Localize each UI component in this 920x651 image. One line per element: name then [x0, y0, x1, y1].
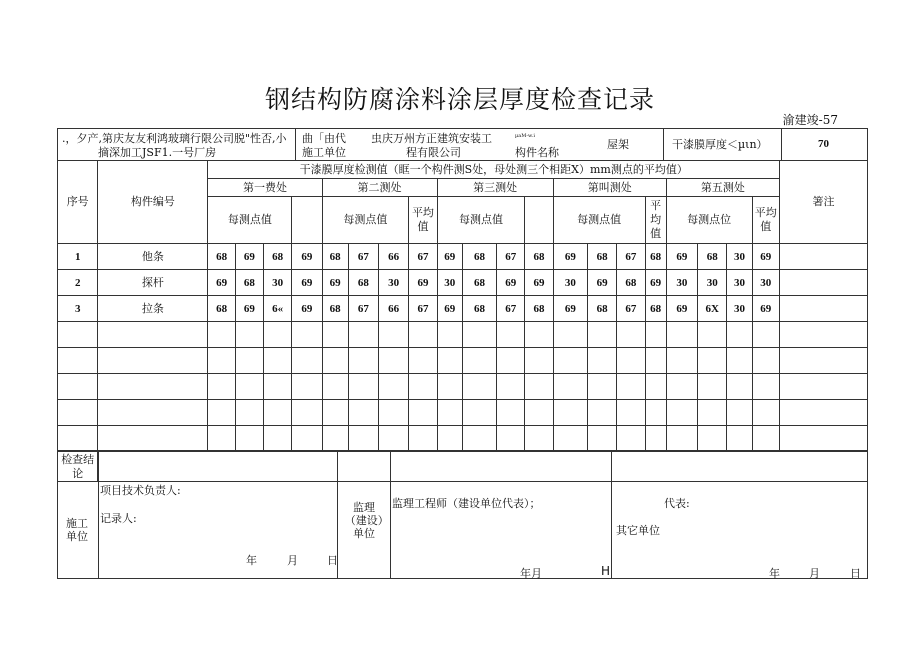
- row-value-cell: [666, 374, 697, 400]
- row-value-cell: 69: [588, 270, 617, 296]
- row-value-cell: [752, 374, 779, 400]
- table-row: [58, 374, 868, 400]
- row-value-cell: 69: [292, 244, 322, 270]
- avg-header-2: 平均值: [409, 197, 437, 244]
- point-values-header-4: 每测点值: [553, 197, 645, 244]
- row-value-cell: [379, 348, 409, 374]
- measurement-table: [57, 160, 868, 482]
- signature-block: [57, 450, 868, 579]
- other-unit-label: 其它单位: [616, 524, 660, 537]
- row-value-cell: 68: [235, 270, 263, 296]
- row-value-cell: [263, 322, 291, 348]
- row-value-cell: [409, 374, 437, 400]
- row-value-cell: [379, 322, 409, 348]
- table-row: [58, 426, 868, 452]
- row-value-cell: 68: [462, 244, 496, 270]
- row-value-cell: [348, 400, 378, 426]
- table-row: [58, 244, 868, 270]
- point-values-header-5: 每测点位: [666, 197, 752, 244]
- h-mark: H: [601, 564, 611, 578]
- row-value-cell: [409, 322, 437, 348]
- row-value-cell: 69: [553, 244, 587, 270]
- avg-header-5: 平均值: [752, 197, 779, 244]
- row-value-cell: 68: [588, 296, 617, 322]
- row-value-cell: [292, 322, 322, 348]
- recorder: 记录人:: [100, 512, 137, 525]
- row-value-cell: 6«: [263, 296, 291, 322]
- row-value-cell: 68: [462, 270, 496, 296]
- row-value-cell: [292, 426, 322, 452]
- row-remark: [779, 296, 867, 322]
- row-seq: [58, 374, 98, 400]
- component-label: 构件名称: [515, 146, 559, 159]
- project-tech-lead: 项目技术负责人:: [100, 484, 181, 497]
- row-value-cell: [553, 426, 587, 452]
- row-value-cell: [617, 374, 645, 400]
- row-value-cell: [525, 374, 553, 400]
- row-value-cell: 68: [525, 296, 553, 322]
- row-seq: 2: [58, 270, 98, 296]
- row-value-cell: [698, 374, 727, 400]
- row-value-cell: 30: [666, 270, 697, 296]
- location-3-header: 第三测处: [437, 179, 553, 197]
- row-value-cell: [617, 322, 645, 348]
- row-value-cell: 6X: [698, 296, 727, 322]
- row-value-cell: 68: [525, 244, 553, 270]
- row-value-cell: 69: [497, 270, 525, 296]
- row-value-cell: [727, 348, 752, 374]
- row-value-cell: [462, 426, 496, 452]
- row-value-cell: [727, 400, 752, 426]
- row-value-cell: [553, 374, 587, 400]
- row-value-cell: [588, 348, 617, 374]
- row-value-cell: [235, 374, 263, 400]
- row-value-cell: 69: [409, 270, 437, 296]
- construction-value-b: 程有限公司: [406, 146, 461, 159]
- row-value-cell: [235, 322, 263, 348]
- row-value-cell: [497, 374, 525, 400]
- row-value-cell: [437, 374, 462, 400]
- row-value-cell: [698, 322, 727, 348]
- row-value-cell: 67: [409, 296, 437, 322]
- row-value-cell: [497, 400, 525, 426]
- row-value-cell: [379, 374, 409, 400]
- small-mark: µaM-w.i: [515, 133, 535, 139]
- row-value-cell: [666, 426, 697, 452]
- row-remark: [779, 270, 867, 296]
- row-value-cell: [208, 348, 235, 374]
- row-value-cell: 68: [208, 296, 235, 322]
- row-value-cell: 68: [645, 244, 666, 270]
- row-value-cell: [208, 322, 235, 348]
- row-value-cell: 30: [727, 270, 752, 296]
- row-value-cell: [553, 322, 587, 348]
- table-row: [58, 296, 868, 322]
- row-value-cell: [727, 374, 752, 400]
- location-4-header: 第叫测处: [553, 179, 666, 197]
- row-value-cell: 69: [437, 244, 462, 270]
- row-value-cell: [208, 426, 235, 452]
- row-value-cell: [752, 348, 779, 374]
- row-value-cell: 68: [462, 296, 496, 322]
- row-value-cell: 69: [292, 270, 322, 296]
- project-label: .，夕产,第庆友友利鸿玻璃行限公司脱"性否,小: [62, 132, 287, 145]
- thickness-label: 干漆膜厚度＜µιn）: [672, 138, 768, 151]
- location-2-header: 第二测处: [322, 179, 437, 197]
- row-value-cell: [235, 400, 263, 426]
- row-value-cell: [379, 400, 409, 426]
- row-value-cell: 30: [698, 270, 727, 296]
- row-value-cell: [698, 426, 727, 452]
- component-no-header: 构件编号: [98, 161, 208, 244]
- row-value-cell: 67: [409, 244, 437, 270]
- row-value-cell: 69: [525, 270, 553, 296]
- row-value-cell: [497, 426, 525, 452]
- row-value-cell: 69: [292, 296, 322, 322]
- row-value-cell: [348, 348, 378, 374]
- row-value-cell: [235, 348, 263, 374]
- row-component-name: 他条: [98, 244, 208, 270]
- header-info-strip: [57, 128, 868, 161]
- seq-header: 序号: [58, 161, 98, 244]
- row-value-cell: 69: [553, 296, 587, 322]
- row-value-cell: [588, 374, 617, 400]
- row-component-name: [98, 374, 208, 400]
- row-value-cell: 67: [497, 296, 525, 322]
- row-value-cell: [263, 348, 291, 374]
- row-value-cell: [462, 400, 496, 426]
- row-value-cell: 68: [645, 296, 666, 322]
- row-value-cell: 66: [379, 296, 409, 322]
- table-row: [58, 348, 868, 374]
- row-value-cell: [348, 426, 378, 452]
- row-value-cell: [379, 426, 409, 452]
- construction-label-b: 施工单位: [302, 146, 346, 159]
- row-value-cell: 69: [235, 244, 263, 270]
- row-value-cell: [617, 426, 645, 452]
- row-value-cell: 68: [348, 270, 378, 296]
- avg-header-3: [525, 197, 553, 244]
- row-value-cell: 30: [553, 270, 587, 296]
- row-value-cell: [666, 400, 697, 426]
- row-value-cell: [553, 348, 587, 374]
- row-value-cell: [409, 426, 437, 452]
- row-value-cell: [409, 348, 437, 374]
- row-remark: [779, 374, 867, 400]
- point-values-header-2: 每测点值: [322, 197, 409, 244]
- row-component-name: 探杆: [98, 270, 208, 296]
- remarks-header: 箸注: [779, 161, 867, 244]
- row-value-cell: [462, 348, 496, 374]
- supervisor-label: 监理工程师（建设单位代表）；: [392, 497, 541, 510]
- row-value-cell: 69: [645, 270, 666, 296]
- construction-label-a: 曲「由代: [302, 132, 346, 145]
- row-value-cell: [437, 400, 462, 426]
- row-value-cell: [263, 426, 291, 452]
- row-component-name: [98, 348, 208, 374]
- row-value-cell: [462, 322, 496, 348]
- row-seq: [58, 400, 98, 426]
- row-value-cell: 30: [727, 296, 752, 322]
- row-value-cell: [752, 426, 779, 452]
- row-value-cell: [698, 400, 727, 426]
- row-value-cell: [525, 322, 553, 348]
- row-value-cell: [292, 400, 322, 426]
- row-value-cell: 66: [379, 244, 409, 270]
- row-value-cell: [752, 322, 779, 348]
- row-value-cell: 69: [437, 296, 462, 322]
- row-value-cell: [752, 400, 779, 426]
- row-value-cell: 68: [208, 244, 235, 270]
- row-component-name: [98, 400, 208, 426]
- row-value-cell: [322, 374, 348, 400]
- row-seq: 3: [58, 296, 98, 322]
- row-value-cell: [322, 348, 348, 374]
- row-value-cell: [525, 400, 553, 426]
- table-row: [58, 322, 868, 348]
- month-2: 月: [809, 567, 820, 580]
- row-remark: [779, 322, 867, 348]
- row-value-cell: [645, 400, 666, 426]
- row-value-cell: [292, 348, 322, 374]
- row-value-cell: 68: [617, 270, 645, 296]
- row-value-cell: 67: [617, 244, 645, 270]
- row-remark: [779, 400, 867, 426]
- row-value-cell: [645, 322, 666, 348]
- row-value-cell: 68: [588, 244, 617, 270]
- row-value-cell: 30: [437, 270, 462, 296]
- thickness-value: 70: [818, 138, 829, 150]
- row-value-cell: [698, 348, 727, 374]
- row-value-cell: 69: [752, 244, 779, 270]
- form-code: 渝建竣-57: [782, 113, 838, 127]
- row-value-cell: 67: [617, 296, 645, 322]
- row-value-cell: [553, 400, 587, 426]
- row-value-cell: [208, 374, 235, 400]
- row-value-cell: 69: [666, 244, 697, 270]
- row-value-cell: 30: [379, 270, 409, 296]
- point-values-header-1: 每测点值: [208, 197, 292, 244]
- point-values-header-3: 每测点值: [437, 197, 525, 244]
- row-value-cell: [617, 400, 645, 426]
- location-1-header: 第一费处: [208, 179, 322, 197]
- row-seq: [58, 322, 98, 348]
- row-value-cell: 68: [322, 296, 348, 322]
- avg-header-4: 平均值: [645, 197, 666, 244]
- year-1: 年: [246, 554, 257, 567]
- row-value-cell: [322, 322, 348, 348]
- row-value-cell: 69: [208, 270, 235, 296]
- row-value-cell: [348, 322, 378, 348]
- row-component-name: [98, 322, 208, 348]
- row-value-cell: 30: [263, 270, 291, 296]
- row-value-cell: [437, 426, 462, 452]
- row-value-cell: [666, 348, 697, 374]
- row-seq: [58, 426, 98, 452]
- row-remark: [779, 244, 867, 270]
- page-title: 钢结构防腐涂料涂层厚度检查记录: [264, 85, 655, 114]
- row-value-cell: [645, 348, 666, 374]
- row-value-cell: [437, 348, 462, 374]
- row-value-cell: [617, 348, 645, 374]
- row-value-cell: 30: [727, 244, 752, 270]
- row-value-cell: 67: [497, 244, 525, 270]
- row-value-cell: 67: [348, 296, 378, 322]
- row-component-name: 拉条: [98, 296, 208, 322]
- row-value-cell: [263, 400, 291, 426]
- row-value-cell: 69: [752, 296, 779, 322]
- row-component-name: [98, 426, 208, 452]
- representative-label: 代表:: [664, 497, 690, 510]
- row-value-cell: [462, 374, 496, 400]
- row-value-cell: [588, 322, 617, 348]
- row-value-cell: [409, 400, 437, 426]
- row-value-cell: [727, 322, 752, 348]
- check-label: 检查结论: [58, 452, 98, 482]
- row-value-cell: 69: [322, 270, 348, 296]
- component-value: 屋架: [607, 138, 629, 151]
- row-value-cell: [645, 374, 666, 400]
- table-row: [58, 400, 868, 426]
- row-seq: [58, 348, 98, 374]
- row-value-cell: [588, 426, 617, 452]
- row-value-cell: [588, 400, 617, 426]
- day-1: 日: [327, 554, 338, 567]
- row-value-cell: [497, 348, 525, 374]
- measure-title: 干漆膜厚度检测值（眶一个构件测S处，母处测三个相距X）mm测点的平均值）: [208, 161, 780, 179]
- row-value-cell: [727, 426, 752, 452]
- month-1: 月: [287, 554, 298, 567]
- day-2: 日: [850, 567, 861, 580]
- row-value-cell: [437, 322, 462, 348]
- construction-value-a: 虫庆万州方正建筑安装工: [371, 132, 492, 145]
- row-value-cell: [497, 322, 525, 348]
- row-value-cell: [322, 400, 348, 426]
- row-value-cell: [666, 322, 697, 348]
- location-5-header: 第五测处: [666, 179, 779, 197]
- row-value-cell: 67: [348, 244, 378, 270]
- year-month: 年月: [520, 567, 542, 580]
- row-value-cell: 69: [666, 296, 697, 322]
- row-value-cell: 68: [263, 244, 291, 270]
- row-value-cell: [525, 348, 553, 374]
- construction-unit-label: 施工单位: [66, 517, 88, 543]
- row-value-cell: [525, 426, 553, 452]
- row-remark: [779, 426, 867, 452]
- year-2: 年: [769, 567, 780, 580]
- row-value-cell: [208, 400, 235, 426]
- supervision-unit-label: 监理（建设）单位: [344, 501, 384, 540]
- row-value-cell: 30: [752, 270, 779, 296]
- row-value-cell: [348, 374, 378, 400]
- row-remark: [779, 348, 867, 374]
- avg-header-1: [292, 197, 322, 244]
- row-value-cell: [235, 426, 263, 452]
- row-value-cell: [263, 374, 291, 400]
- row-value-cell: 69: [235, 296, 263, 322]
- project-label-2: 摘深加工JSF1.一号厂房: [98, 146, 217, 159]
- row-seq: 1: [58, 244, 98, 270]
- table-row: [58, 270, 868, 296]
- row-value-cell: [645, 426, 666, 452]
- row-value-cell: [292, 374, 322, 400]
- row-value-cell: [322, 426, 348, 452]
- row-value-cell: 68: [322, 244, 348, 270]
- row-value-cell: 68: [698, 244, 727, 270]
